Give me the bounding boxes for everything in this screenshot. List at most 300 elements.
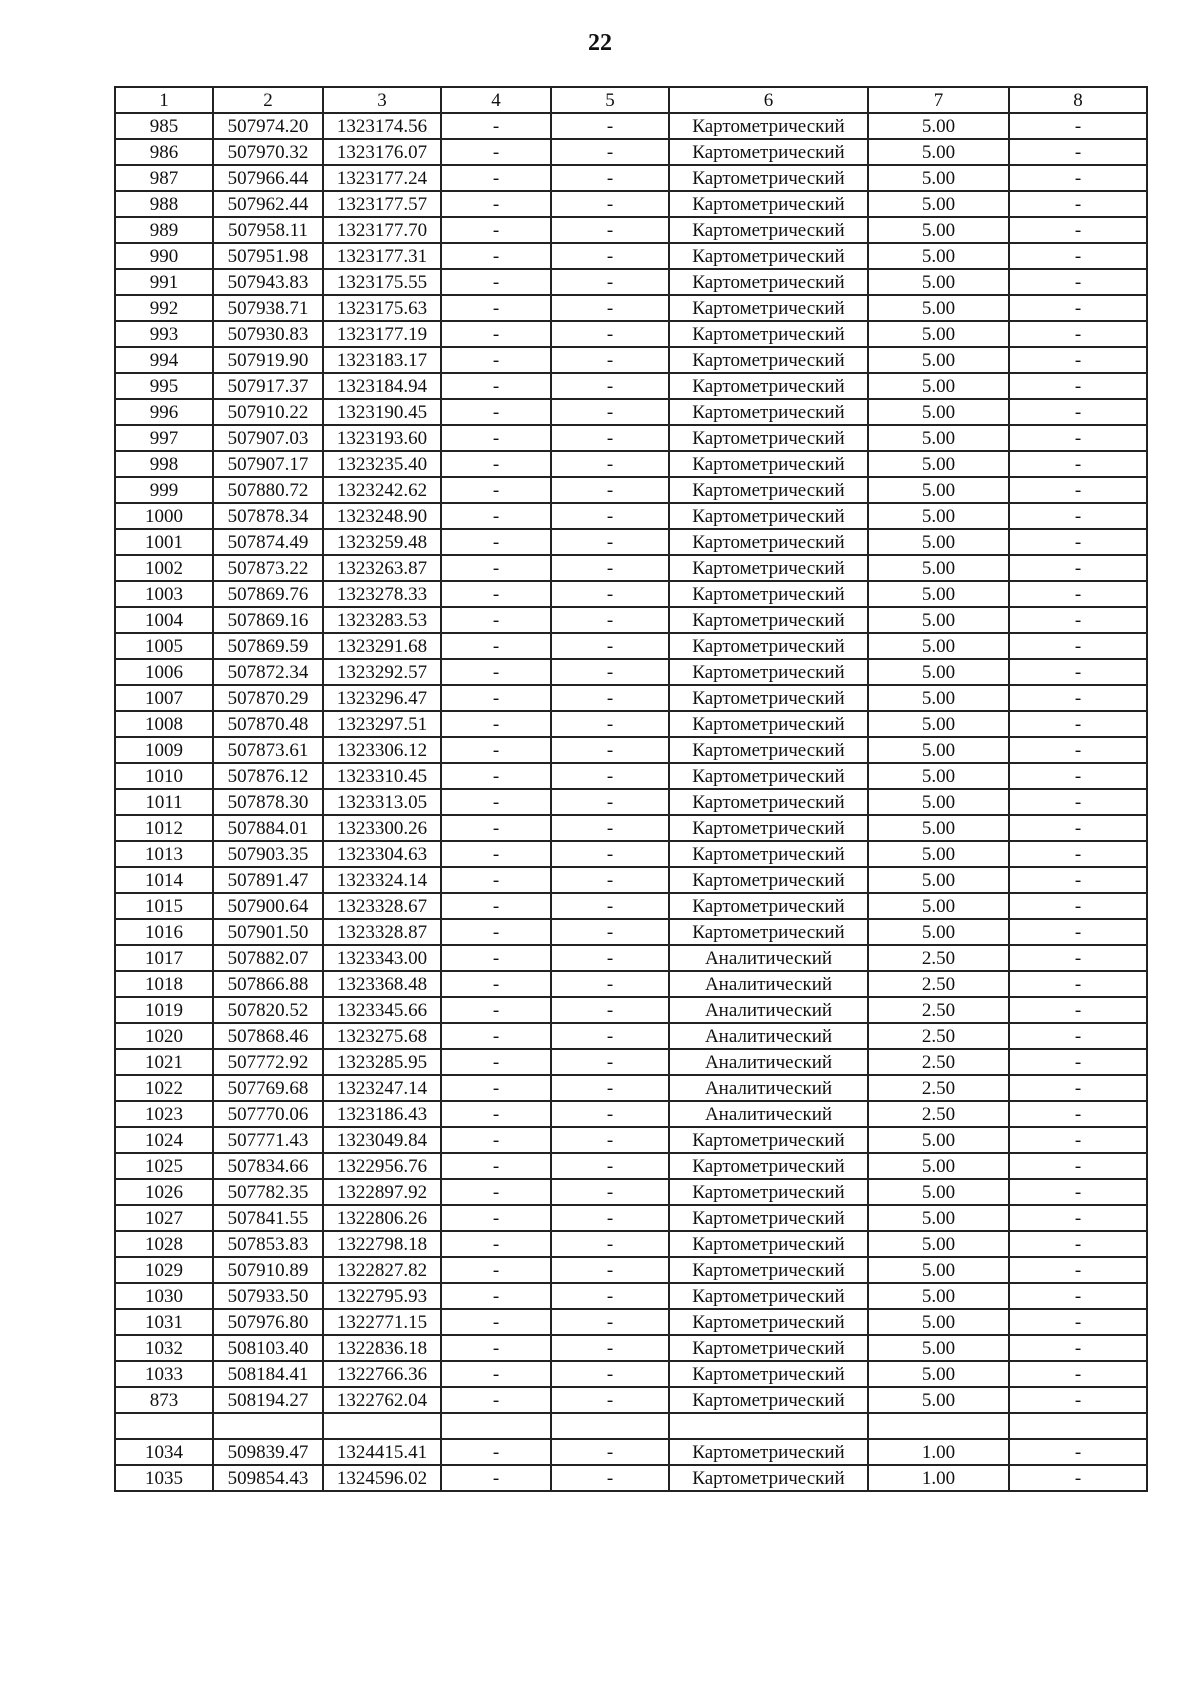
method-cell: Картометрический bbox=[669, 815, 868, 841]
col-5-cell: - bbox=[551, 893, 669, 919]
point-number-cell: 1030 bbox=[115, 1283, 213, 1309]
method-cell: Картометрический bbox=[669, 893, 868, 919]
accuracy-cell: 5.00 bbox=[868, 1283, 1009, 1309]
table-row bbox=[115, 217, 1147, 243]
col-4-cell: - bbox=[441, 737, 551, 763]
col-5-cell: - bbox=[551, 867, 669, 893]
col-4-cell: - bbox=[441, 1075, 551, 1101]
y-coordinate-cell: 1324596.02 bbox=[323, 1465, 441, 1491]
x-coordinate-cell: 507834.66 bbox=[213, 1153, 323, 1179]
x-coordinate-cell: 507782.35 bbox=[213, 1179, 323, 1205]
method-cell: Аналитический bbox=[669, 945, 868, 971]
col-4-cell: - bbox=[441, 1049, 551, 1075]
col-5-cell: - bbox=[551, 1387, 669, 1413]
col-8-cell: - bbox=[1009, 347, 1147, 373]
point-number-cell: 985 bbox=[115, 113, 213, 139]
table-row bbox=[115, 1075, 1147, 1101]
method-cell: Картометрический bbox=[669, 1205, 868, 1231]
col-5-cell: - bbox=[551, 1179, 669, 1205]
y-coordinate-cell: 1323368.48 bbox=[323, 971, 441, 997]
col-4-cell: - bbox=[441, 971, 551, 997]
col-8-cell: - bbox=[1009, 1101, 1147, 1127]
col-4-cell: - bbox=[441, 1023, 551, 1049]
y-coordinate-cell: 1323174.56 bbox=[323, 113, 441, 139]
col-5-cell: - bbox=[551, 321, 669, 347]
point-number-cell: 1005 bbox=[115, 633, 213, 659]
accuracy-cell: 5.00 bbox=[868, 633, 1009, 659]
col-8-cell: - bbox=[1009, 269, 1147, 295]
column-header-8: 8 bbox=[1009, 87, 1147, 113]
col-5-cell: - bbox=[551, 347, 669, 373]
col-4-cell: - bbox=[441, 659, 551, 685]
col-8-cell: - bbox=[1009, 529, 1147, 555]
col-8-cell: - bbox=[1009, 1153, 1147, 1179]
method-cell: Картометрический bbox=[669, 737, 868, 763]
table-row bbox=[115, 607, 1147, 633]
col-4-cell: - bbox=[441, 1283, 551, 1309]
point-number-cell: 1025 bbox=[115, 1153, 213, 1179]
col-5-cell: - bbox=[551, 1361, 669, 1387]
y-coordinate-cell: 1323343.00 bbox=[323, 945, 441, 971]
col-5-cell: - bbox=[551, 165, 669, 191]
table-row bbox=[115, 1101, 1147, 1127]
accuracy-cell: 2.50 bbox=[868, 1023, 1009, 1049]
col-8-cell: - bbox=[1009, 633, 1147, 659]
x-coordinate-cell: 507878.30 bbox=[213, 789, 323, 815]
col-5-cell: - bbox=[551, 737, 669, 763]
y-coordinate-cell: 1323183.17 bbox=[323, 347, 441, 373]
y-coordinate-cell: 1322897.92 bbox=[323, 1179, 441, 1205]
table-row bbox=[115, 243, 1147, 269]
accuracy-cell: 5.00 bbox=[868, 347, 1009, 373]
point-number-cell: 1035 bbox=[115, 1465, 213, 1491]
x-coordinate-cell: 508194.27 bbox=[213, 1387, 323, 1413]
table-row bbox=[115, 321, 1147, 347]
y-coordinate-cell: 1323275.68 bbox=[323, 1023, 441, 1049]
x-coordinate-cell: 507876.12 bbox=[213, 763, 323, 789]
col-4-cell: - bbox=[441, 1387, 551, 1413]
method-cell: Картометрический bbox=[669, 1153, 868, 1179]
method-cell: Картометрический bbox=[669, 1309, 868, 1335]
col-5-cell: - bbox=[551, 1465, 669, 1491]
col-4-cell: - bbox=[441, 1361, 551, 1387]
point-number-cell: 992 bbox=[115, 295, 213, 321]
col-5-cell: - bbox=[551, 581, 669, 607]
point-number-cell: 1023 bbox=[115, 1101, 213, 1127]
y-coordinate-cell: 1323177.70 bbox=[323, 217, 441, 243]
col-4-cell: - bbox=[441, 347, 551, 373]
y-coordinate-cell: 1323248.90 bbox=[323, 503, 441, 529]
table-row bbox=[115, 529, 1147, 555]
accuracy-cell: 5.00 bbox=[868, 841, 1009, 867]
x-coordinate-cell: 507966.44 bbox=[213, 165, 323, 191]
accuracy-cell: 5.00 bbox=[868, 373, 1009, 399]
x-coordinate-cell: 507874.49 bbox=[213, 529, 323, 555]
method-cell: Аналитический bbox=[669, 1023, 868, 1049]
y-coordinate-cell bbox=[323, 1413, 441, 1439]
accuracy-cell: 5.00 bbox=[868, 1231, 1009, 1257]
col-4-cell: - bbox=[441, 581, 551, 607]
y-coordinate-cell: 1323313.05 bbox=[323, 789, 441, 815]
col-8-cell: - bbox=[1009, 399, 1147, 425]
table-row bbox=[115, 763, 1147, 789]
col-5-cell: - bbox=[551, 1335, 669, 1361]
method-cell: Картометрический bbox=[669, 607, 868, 633]
col-8-cell: - bbox=[1009, 1283, 1147, 1309]
col-8-cell: - bbox=[1009, 503, 1147, 529]
x-coordinate-cell: 507910.22 bbox=[213, 399, 323, 425]
method-cell: Картометрический bbox=[669, 789, 868, 815]
x-coordinate-cell: 507970.32 bbox=[213, 139, 323, 165]
y-coordinate-cell: 1322766.36 bbox=[323, 1361, 441, 1387]
y-coordinate-cell: 1323190.45 bbox=[323, 399, 441, 425]
point-number-cell: 991 bbox=[115, 269, 213, 295]
method-cell: Картометрический bbox=[669, 347, 868, 373]
point-number-cell: 1015 bbox=[115, 893, 213, 919]
col-4-cell: - bbox=[441, 685, 551, 711]
col-4-cell: - bbox=[441, 217, 551, 243]
accuracy-cell: 2.50 bbox=[868, 1075, 1009, 1101]
table-row bbox=[115, 1361, 1147, 1387]
y-coordinate-cell: 1322836.18 bbox=[323, 1335, 441, 1361]
col-8-cell: - bbox=[1009, 1387, 1147, 1413]
method-cell: Картометрический bbox=[669, 191, 868, 217]
y-coordinate-cell: 1323175.63 bbox=[323, 295, 441, 321]
y-coordinate-cell: 1323186.43 bbox=[323, 1101, 441, 1127]
point-number-cell: 1020 bbox=[115, 1023, 213, 1049]
column-header-5: 5 bbox=[551, 87, 669, 113]
x-coordinate-cell: 508103.40 bbox=[213, 1335, 323, 1361]
x-coordinate-cell: 507958.11 bbox=[213, 217, 323, 243]
table-row bbox=[115, 1257, 1147, 1283]
col-4-cell bbox=[441, 1413, 551, 1439]
col-5-cell: - bbox=[551, 711, 669, 737]
col-5-cell: - bbox=[551, 1205, 669, 1231]
x-coordinate-cell: 507841.55 bbox=[213, 1205, 323, 1231]
method-cell: Аналитический bbox=[669, 997, 868, 1023]
table-row bbox=[115, 165, 1147, 191]
x-coordinate-cell: 507917.37 bbox=[213, 373, 323, 399]
col-8-cell: - bbox=[1009, 867, 1147, 893]
col-5-cell: - bbox=[551, 1049, 669, 1075]
accuracy-cell: 5.00 bbox=[868, 425, 1009, 451]
accuracy-cell: 5.00 bbox=[868, 685, 1009, 711]
point-number-cell: 989 bbox=[115, 217, 213, 243]
point-number-cell: 994 bbox=[115, 347, 213, 373]
x-coordinate-cell: 507882.07 bbox=[213, 945, 323, 971]
column-header-7: 7 bbox=[868, 87, 1009, 113]
table-row bbox=[115, 451, 1147, 477]
point-number-cell: 999 bbox=[115, 477, 213, 503]
point-number-cell: 1009 bbox=[115, 737, 213, 763]
y-coordinate-cell: 1323310.45 bbox=[323, 763, 441, 789]
accuracy-cell: 5.00 bbox=[868, 1335, 1009, 1361]
y-coordinate-cell: 1323175.55 bbox=[323, 269, 441, 295]
method-cell: Картометрический bbox=[669, 113, 868, 139]
table-row bbox=[115, 893, 1147, 919]
accuracy-cell: 5.00 bbox=[868, 1179, 1009, 1205]
col-8-cell: - bbox=[1009, 295, 1147, 321]
point-number-cell: 1024 bbox=[115, 1127, 213, 1153]
point-number-cell: 1034 bbox=[115, 1439, 213, 1465]
col-8-cell: - bbox=[1009, 581, 1147, 607]
accuracy-cell: 5.00 bbox=[868, 503, 1009, 529]
method-cell: Картометрический bbox=[669, 555, 868, 581]
method-cell: Картометрический bbox=[669, 1179, 868, 1205]
point-number-cell: 988 bbox=[115, 191, 213, 217]
method-cell: Картометрический bbox=[669, 165, 868, 191]
x-coordinate-cell: 507943.83 bbox=[213, 269, 323, 295]
point-number-cell: 1028 bbox=[115, 1231, 213, 1257]
x-coordinate-cell: 507870.48 bbox=[213, 711, 323, 737]
table-row bbox=[115, 1205, 1147, 1231]
col-8-cell: - bbox=[1009, 165, 1147, 191]
method-cell: Картометрический bbox=[669, 1283, 868, 1309]
accuracy-cell: 5.00 bbox=[868, 295, 1009, 321]
accuracy-cell: 1.00 bbox=[868, 1465, 1009, 1491]
x-coordinate-cell: 507938.71 bbox=[213, 295, 323, 321]
col-8-cell: - bbox=[1009, 1335, 1147, 1361]
col-5-cell: - bbox=[551, 997, 669, 1023]
col-8-cell: - bbox=[1009, 841, 1147, 867]
x-coordinate-cell: 507872.34 bbox=[213, 659, 323, 685]
x-coordinate-cell: 507869.76 bbox=[213, 581, 323, 607]
accuracy-cell: 5.00 bbox=[868, 217, 1009, 243]
col-5-cell: - bbox=[551, 191, 669, 217]
col-8-cell: - bbox=[1009, 451, 1147, 477]
accuracy-cell: 5.00 bbox=[868, 139, 1009, 165]
col-4-cell: - bbox=[441, 1179, 551, 1205]
method-cell: Картометрический bbox=[669, 659, 868, 685]
method-cell: Картометрический bbox=[669, 217, 868, 243]
col-4-cell: - bbox=[441, 867, 551, 893]
accuracy-cell: 5.00 bbox=[868, 269, 1009, 295]
col-4-cell: - bbox=[441, 191, 551, 217]
col-4-cell: - bbox=[441, 165, 551, 191]
y-coordinate-cell: 1323292.57 bbox=[323, 659, 441, 685]
y-coordinate-cell: 1323328.87 bbox=[323, 919, 441, 945]
table-row bbox=[115, 919, 1147, 945]
accuracy-cell: 1.00 bbox=[868, 1439, 1009, 1465]
accuracy-cell: 5.00 bbox=[868, 243, 1009, 269]
col-4-cell: - bbox=[441, 1231, 551, 1257]
table-row bbox=[115, 555, 1147, 581]
y-coordinate-cell: 1323184.94 bbox=[323, 373, 441, 399]
col-8-cell: - bbox=[1009, 997, 1147, 1023]
accuracy-cell bbox=[868, 1413, 1009, 1439]
col-5-cell: - bbox=[551, 1101, 669, 1127]
col-4-cell: - bbox=[441, 607, 551, 633]
col-5-cell: - bbox=[551, 1231, 669, 1257]
x-coordinate-cell: 507903.35 bbox=[213, 841, 323, 867]
table-row bbox=[115, 1335, 1147, 1361]
col-8-cell: - bbox=[1009, 1231, 1147, 1257]
col-4-cell: - bbox=[441, 711, 551, 737]
col-4-cell: - bbox=[441, 815, 551, 841]
point-number-cell: 996 bbox=[115, 399, 213, 425]
method-cell: Аналитический bbox=[669, 971, 868, 997]
col-8-cell: - bbox=[1009, 711, 1147, 737]
col-8-cell: - bbox=[1009, 1257, 1147, 1283]
point-number-cell: 1029 bbox=[115, 1257, 213, 1283]
column-header-6: 6 bbox=[669, 87, 868, 113]
y-coordinate-cell: 1323259.48 bbox=[323, 529, 441, 555]
table-row bbox=[115, 971, 1147, 997]
col-5-cell: - bbox=[551, 1127, 669, 1153]
col-5-cell: - bbox=[551, 1439, 669, 1465]
point-number-cell: 1006 bbox=[115, 659, 213, 685]
y-coordinate-cell: 1322795.93 bbox=[323, 1283, 441, 1309]
col-5-cell: - bbox=[551, 425, 669, 451]
col-5-cell: - bbox=[551, 1283, 669, 1309]
col-8-cell: - bbox=[1009, 373, 1147, 399]
method-cell: Картометрический bbox=[669, 685, 868, 711]
point-number-cell: 1011 bbox=[115, 789, 213, 815]
col-5-cell: - bbox=[551, 1257, 669, 1283]
method-cell: Аналитический bbox=[669, 1049, 868, 1075]
col-8-cell: - bbox=[1009, 1465, 1147, 1491]
y-coordinate-cell: 1323297.51 bbox=[323, 711, 441, 737]
col-8-cell: - bbox=[1009, 217, 1147, 243]
y-coordinate-cell: 1323177.57 bbox=[323, 191, 441, 217]
x-coordinate-cell: 509854.43 bbox=[213, 1465, 323, 1491]
table-row bbox=[115, 1439, 1147, 1465]
method-cell: Картометрический bbox=[669, 1387, 868, 1413]
col-4-cell: - bbox=[441, 789, 551, 815]
col-5-cell: - bbox=[551, 1309, 669, 1335]
method-cell: Картометрический bbox=[669, 451, 868, 477]
col-4-cell: - bbox=[441, 529, 551, 555]
y-coordinate-cell: 1322806.26 bbox=[323, 1205, 441, 1231]
accuracy-cell: 2.50 bbox=[868, 1049, 1009, 1075]
method-cell: Картометрический bbox=[669, 477, 868, 503]
col-4-cell: - bbox=[441, 1257, 551, 1283]
table-row bbox=[115, 1179, 1147, 1205]
method-cell: Картометрический bbox=[669, 243, 868, 269]
col-4-cell: - bbox=[441, 1309, 551, 1335]
y-coordinate-cell: 1323345.66 bbox=[323, 997, 441, 1023]
col-8-cell: - bbox=[1009, 1179, 1147, 1205]
method-cell: Картометрический bbox=[669, 139, 868, 165]
col-4-cell: - bbox=[441, 1127, 551, 1153]
col-5-cell: - bbox=[551, 139, 669, 165]
col-5-cell: - bbox=[551, 113, 669, 139]
y-coordinate-cell: 1322827.82 bbox=[323, 1257, 441, 1283]
table-row bbox=[115, 1153, 1147, 1179]
table-header-row bbox=[115, 87, 1147, 113]
table-row bbox=[115, 1413, 1147, 1439]
coordinates-table bbox=[114, 86, 1148, 1492]
col-5-cell: - bbox=[551, 607, 669, 633]
x-coordinate-cell: 507891.47 bbox=[213, 867, 323, 893]
point-number-cell: 998 bbox=[115, 451, 213, 477]
x-coordinate-cell: 507880.72 bbox=[213, 477, 323, 503]
method-cell: Картометрический bbox=[669, 581, 868, 607]
col-8-cell: - bbox=[1009, 919, 1147, 945]
x-coordinate-cell: 507901.50 bbox=[213, 919, 323, 945]
col-5-cell: - bbox=[551, 685, 669, 711]
col-4-cell: - bbox=[441, 243, 551, 269]
point-number-cell: 995 bbox=[115, 373, 213, 399]
table-row bbox=[115, 477, 1147, 503]
x-coordinate-cell: 507919.90 bbox=[213, 347, 323, 373]
table-row bbox=[115, 685, 1147, 711]
table-row bbox=[115, 1127, 1147, 1153]
y-coordinate-cell: 1323177.31 bbox=[323, 243, 441, 269]
col-4-cell: - bbox=[441, 295, 551, 321]
accuracy-cell: 5.00 bbox=[868, 815, 1009, 841]
point-number-cell: 993 bbox=[115, 321, 213, 347]
method-cell: Аналитический bbox=[669, 1075, 868, 1101]
col-4-cell: - bbox=[441, 399, 551, 425]
table-row bbox=[115, 841, 1147, 867]
col-4-cell: - bbox=[441, 425, 551, 451]
col-8-cell: - bbox=[1009, 191, 1147, 217]
method-cell: Картометрический bbox=[669, 633, 868, 659]
col-4-cell: - bbox=[441, 477, 551, 503]
table-row bbox=[115, 1023, 1147, 1049]
method-cell: Картометрический bbox=[669, 503, 868, 529]
col-4-cell: - bbox=[441, 139, 551, 165]
x-coordinate-cell: 508184.41 bbox=[213, 1361, 323, 1387]
x-coordinate-cell: 507772.92 bbox=[213, 1049, 323, 1075]
x-coordinate-cell: 507930.83 bbox=[213, 321, 323, 347]
col-8-cell: - bbox=[1009, 945, 1147, 971]
x-coordinate-cell: 507976.80 bbox=[213, 1309, 323, 1335]
accuracy-cell: 5.00 bbox=[868, 451, 1009, 477]
accuracy-cell: 5.00 bbox=[868, 1361, 1009, 1387]
col-5-cell: - bbox=[551, 1023, 669, 1049]
table-row bbox=[115, 815, 1147, 841]
col-8-cell: - bbox=[1009, 685, 1147, 711]
y-coordinate-cell: 1323291.68 bbox=[323, 633, 441, 659]
method-cell: Картометрический bbox=[669, 373, 868, 399]
col-8-cell: - bbox=[1009, 607, 1147, 633]
table-row bbox=[115, 503, 1147, 529]
table-row bbox=[115, 1465, 1147, 1491]
point-number-cell: 1022 bbox=[115, 1075, 213, 1101]
accuracy-cell: 5.00 bbox=[868, 1153, 1009, 1179]
point-number-cell: 1008 bbox=[115, 711, 213, 737]
method-cell: Картометрический bbox=[669, 1465, 868, 1491]
col-4-cell: - bbox=[441, 1439, 551, 1465]
y-coordinate-cell: 1323263.87 bbox=[323, 555, 441, 581]
table-row bbox=[115, 269, 1147, 295]
table-row bbox=[115, 711, 1147, 737]
accuracy-cell: 2.50 bbox=[868, 945, 1009, 971]
x-coordinate-cell: 507933.50 bbox=[213, 1283, 323, 1309]
table-row bbox=[115, 1231, 1147, 1257]
point-number-cell: 1018 bbox=[115, 971, 213, 997]
point-number-cell: 1019 bbox=[115, 997, 213, 1023]
accuracy-cell: 5.00 bbox=[868, 1127, 1009, 1153]
x-coordinate-cell: 507900.64 bbox=[213, 893, 323, 919]
method-cell: Картометрический bbox=[669, 1439, 868, 1465]
col-4-cell: - bbox=[441, 321, 551, 347]
col-5-cell: - bbox=[551, 373, 669, 399]
col-4-cell: - bbox=[441, 451, 551, 477]
table-row bbox=[115, 347, 1147, 373]
accuracy-cell: 5.00 bbox=[868, 165, 1009, 191]
y-coordinate-cell: 1323247.14 bbox=[323, 1075, 441, 1101]
col-8-cell: - bbox=[1009, 1361, 1147, 1387]
x-coordinate-cell: 507869.16 bbox=[213, 607, 323, 633]
col-4-cell: - bbox=[441, 1335, 551, 1361]
col-4-cell: - bbox=[441, 1101, 551, 1127]
table-row bbox=[115, 399, 1147, 425]
point-number-cell: 1026 bbox=[115, 1179, 213, 1205]
col-5-cell: - bbox=[551, 659, 669, 685]
